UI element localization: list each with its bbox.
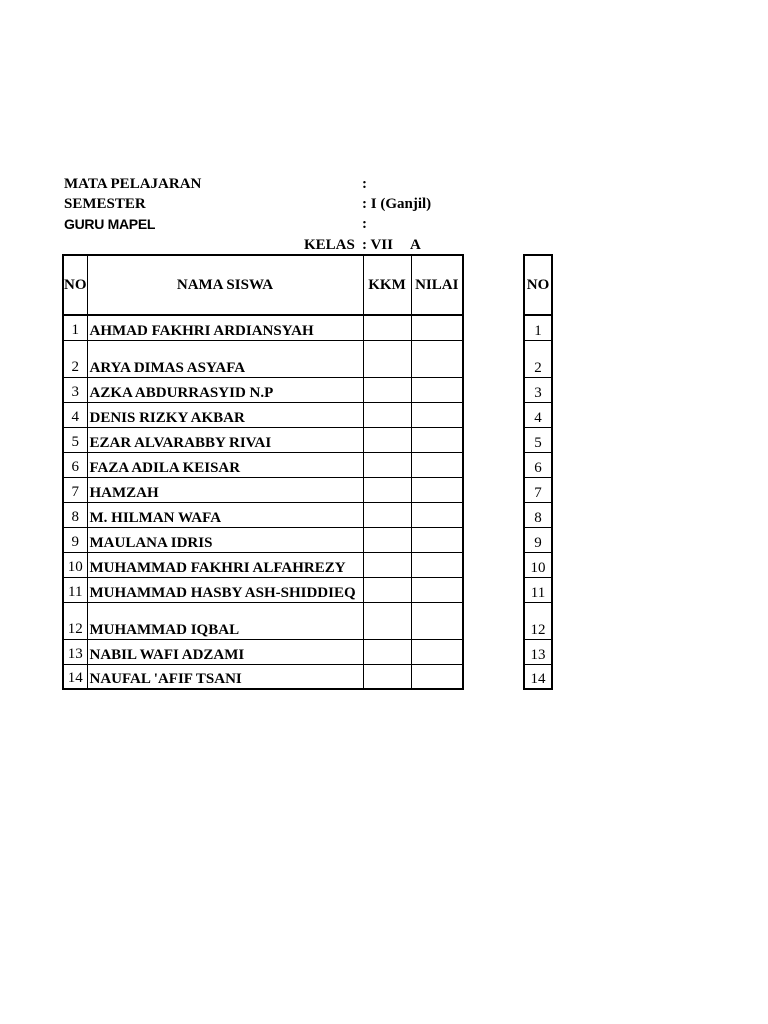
kkm-cell[interactable] (363, 315, 411, 340)
side-table-header (524, 255, 552, 315)
kkm-cell[interactable] (363, 427, 411, 452)
kkm-cell[interactable] (363, 639, 411, 664)
grade-table (62, 254, 464, 690)
student-name: DENIS RIZKY AKBAR (87, 402, 363, 427)
kkm-cell[interactable] (363, 602, 411, 639)
side-number-table (523, 254, 553, 690)
semester-value: : I (Ganjil) (362, 196, 432, 212)
teacher-label: GURU MAPEL (64, 216, 156, 232)
table-row (63, 552, 463, 577)
student-name: MUHAMMAD HASBY ASH-SHIDDIEQ (87, 577, 363, 602)
side-row-number: 7 (524, 477, 552, 502)
kkm-cell[interactable] (363, 477, 411, 502)
side-table-row (524, 602, 552, 639)
student-name: M. HILMAN WAFA (87, 502, 363, 527)
table-row (63, 477, 463, 502)
nilai-cell[interactable] (411, 477, 463, 502)
row-number: 8 (63, 502, 87, 527)
side-row-number: 14 (524, 664, 552, 689)
side-table-row (524, 664, 552, 689)
table-row (63, 664, 463, 689)
side-row-number: 11 (524, 577, 552, 602)
side-row-number: 9 (524, 527, 552, 552)
nilai-cell[interactable] (411, 602, 463, 639)
student-name: EZAR ALVARABBY RIVAI (87, 427, 363, 452)
kkm-cell[interactable] (363, 552, 411, 577)
side-table-row (524, 402, 552, 427)
nilai-cell[interactable] (411, 502, 463, 527)
side-row-number: 3 (524, 377, 552, 402)
student-name: NABIL WAFI ADZAMI (87, 639, 363, 664)
subject-value: : (362, 176, 367, 192)
table-row (63, 377, 463, 402)
row-number: 1 (63, 315, 87, 340)
student-name: MUHAMMAD IQBAL (87, 602, 363, 639)
nilai-cell[interactable] (411, 664, 463, 689)
side-row-number: 1 (524, 315, 552, 340)
teacher-value: : (362, 216, 367, 232)
student-name: AHMAD FAKHRI ARDIANSYAH (87, 315, 363, 340)
row-number: 2 (63, 340, 87, 377)
side-table-row (524, 340, 552, 377)
table-row (63, 602, 463, 639)
nilai-cell[interactable] (411, 552, 463, 577)
student-name: HAMZAH (87, 477, 363, 502)
nilai-cell[interactable] (411, 340, 463, 377)
kkm-cell[interactable] (363, 402, 411, 427)
row-number: 4 (63, 402, 87, 427)
side-table-row (524, 527, 552, 552)
nilai-cell[interactable] (411, 377, 463, 402)
kkm-cell[interactable] (363, 577, 411, 602)
nilai-cell[interactable] (411, 527, 463, 552)
row-number: 6 (63, 452, 87, 477)
side-table-row (524, 452, 552, 477)
side-row-number: 4 (524, 402, 552, 427)
table-row (63, 427, 463, 452)
side-table-row (524, 577, 552, 602)
student-name: MAULANA IDRIS (87, 527, 363, 552)
row-number: 9 (63, 527, 87, 552)
side-table-row (524, 502, 552, 527)
class-value: : VII (362, 237, 393, 253)
side-row-number: 10 (524, 552, 552, 577)
side-row-number: 12 (524, 602, 552, 639)
nilai-cell[interactable] (411, 577, 463, 602)
side-table-row (524, 377, 552, 402)
col-kkm-header: KKM (363, 255, 411, 315)
student-name: AZKA ABDURRASYID N.P (87, 377, 363, 402)
side-table-row (524, 552, 552, 577)
side-row-number: 2 (524, 340, 552, 377)
semester-label: SEMESTER (64, 196, 146, 212)
row-number: 12 (63, 602, 87, 639)
student-name: NAUFAL 'AFIF TSANI (87, 664, 363, 689)
side-table-row (524, 639, 552, 664)
nilai-cell[interactable] (411, 315, 463, 340)
row-number: 3 (63, 377, 87, 402)
table-row (63, 527, 463, 552)
student-name: ARYA DIMAS ASYAFA (87, 340, 363, 377)
side-table-row (524, 477, 552, 502)
table-row (63, 639, 463, 664)
row-number: 7 (63, 477, 87, 502)
table-row (63, 577, 463, 602)
col-no-header: NO (63, 255, 87, 315)
class-label: KELAS (304, 237, 355, 253)
nilai-cell[interactable] (411, 639, 463, 664)
side-col-no-header: NO (524, 255, 552, 315)
kkm-cell[interactable] (363, 377, 411, 402)
side-row-number: 6 (524, 452, 552, 477)
grade-table-header (63, 255, 463, 315)
table-row (63, 402, 463, 427)
subject-label: MATA PELAJARAN (64, 176, 202, 192)
table-row (63, 315, 463, 340)
side-table-row (524, 315, 552, 340)
student-name: FAZA ADILA KEISAR (87, 452, 363, 477)
table-row (63, 502, 463, 527)
row-number: 5 (63, 427, 87, 452)
kkm-cell[interactable] (363, 527, 411, 552)
row-number: 10 (63, 552, 87, 577)
kkm-cell[interactable] (363, 664, 411, 689)
table-row (63, 340, 463, 377)
class-section: A (410, 237, 421, 253)
nilai-cell[interactable] (411, 452, 463, 477)
kkm-cell[interactable] (363, 452, 411, 477)
side-row-number: 5 (524, 427, 552, 452)
col-name-header: NAMA SISWA (87, 255, 363, 315)
table-row (63, 452, 463, 477)
side-table-row (524, 427, 552, 452)
row-number: 13 (63, 639, 87, 664)
row-number: 14 (63, 664, 87, 689)
kkm-cell[interactable] (363, 340, 411, 377)
col-nilai-header: NILAI (411, 255, 463, 315)
nilai-cell[interactable] (411, 402, 463, 427)
student-name: MUHAMMAD FAKHRI ALFAHREZY (87, 552, 363, 577)
side-row-number: 8 (524, 502, 552, 527)
side-row-number: 13 (524, 639, 552, 664)
nilai-cell[interactable] (411, 427, 463, 452)
kkm-cell[interactable] (363, 502, 411, 527)
row-number: 11 (63, 577, 87, 602)
